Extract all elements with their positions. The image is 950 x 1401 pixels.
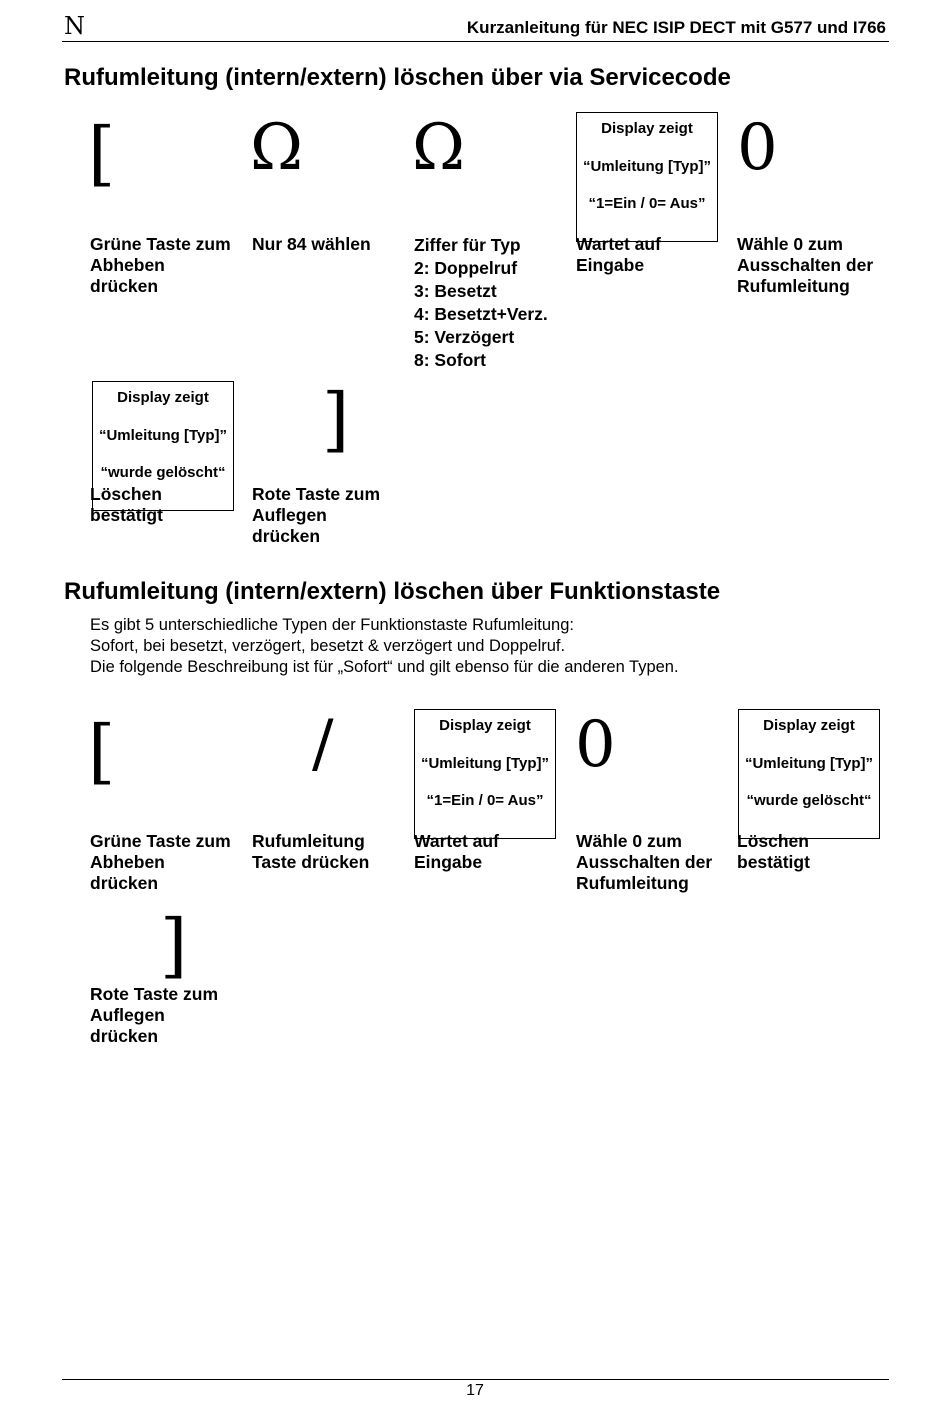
display-line: “1=Ein / 0= Aus”: [426, 792, 544, 809]
display-line: Display zeigt: [601, 120, 693, 137]
display-box: [738, 709, 880, 839]
green-key-icon: [: [88, 112, 116, 194]
green-key-icon: [: [88, 710, 116, 792]
display-line: “Umleitung [Typ]”: [420, 755, 550, 772]
display-line: Display zeigt: [439, 717, 531, 734]
omega-key-icon: Ω: [250, 111, 304, 185]
caption-green-key: Grüne Taste zum Abheben drücken: [90, 234, 231, 296]
caption-delete-confirmed: Löschen bestätigt: [737, 831, 810, 872]
display-line: “wurde gelöscht“: [100, 464, 226, 481]
section2-title: Rufumleitung (intern/extern) löschen über Funktionstaste: [64, 578, 721, 605]
caption-red-key: Rote Taste zum Auflegen drücken: [252, 484, 381, 546]
omega-key-icon: Ω: [412, 111, 466, 185]
document-title: Kurzanleitung für NEC ISIP DECT mit G577 und I766: [466, 18, 886, 37]
section1-title: Rufumleitung (intern/extern) löschen über via Servicecode: [64, 64, 731, 91]
zero-key-icon: 0: [575, 708, 616, 782]
caption-waits-input: Wartet auf Eingabe: [414, 831, 499, 872]
red-key-icon: ]: [322, 378, 350, 460]
display-line: Display zeigt: [117, 389, 209, 406]
footer-divider: [62, 1379, 889, 1380]
display-line: “wurde gelöscht“: [746, 792, 872, 809]
caption-waits-input: Wartet auf Eingabe: [576, 234, 661, 275]
display-line: Display zeigt: [763, 717, 855, 734]
caption-red-key: Rote Taste zum Auflegen drücken: [90, 984, 219, 1046]
red-key-icon: ]: [160, 904, 188, 986]
page-number: 17: [466, 1382, 484, 1399]
caption-dial-0: Wähle 0 zum Ausschalten der Rufumleitung: [737, 234, 874, 296]
caption-dial-84: Nur 84 wählen: [252, 234, 371, 254]
display-line: “1=Ein / 0= Aus”: [588, 195, 706, 212]
intro-paragraph: Es gibt 5 unterschiedliche Typen der Funktionstaste Rufumleitung: Sofort, bei besetzt, verzögert, besetzt & verzögert und Doppelruf. Die folgende Beschreibung ist für „Sofort“ und gilt ebenso für die anderen Typen.: [90, 616, 679, 676]
caption-delete-confirmed: Löschen bestätigt: [90, 484, 163, 525]
zero-key-icon: 0: [737, 111, 778, 185]
display-line: “Umleitung [Typ]”: [744, 755, 874, 772]
caption-digit-type: Ziffer für Typ 2: Doppelruf 3: Besetzt 4: Besetzt+Verz. 5: Verzögert 8: Sofort: [414, 235, 548, 370]
logo: N: [64, 12, 85, 40]
display-box: [414, 709, 556, 839]
caption-dial-0: Wähle 0 zum Ausschalten der Rufumleitung: [576, 831, 713, 893]
caption-green-key: Grüne Taste zum Abheben drücken: [90, 831, 231, 893]
display-line: “Umleitung [Typ]”: [98, 427, 228, 444]
header-divider: [62, 41, 889, 42]
display-box: [576, 112, 718, 242]
caption-divert-key: Rufumleitung Taste drücken: [252, 831, 370, 872]
display-line: “Umleitung [Typ]”: [582, 158, 712, 175]
divert-key-icon: /: [312, 707, 334, 781]
